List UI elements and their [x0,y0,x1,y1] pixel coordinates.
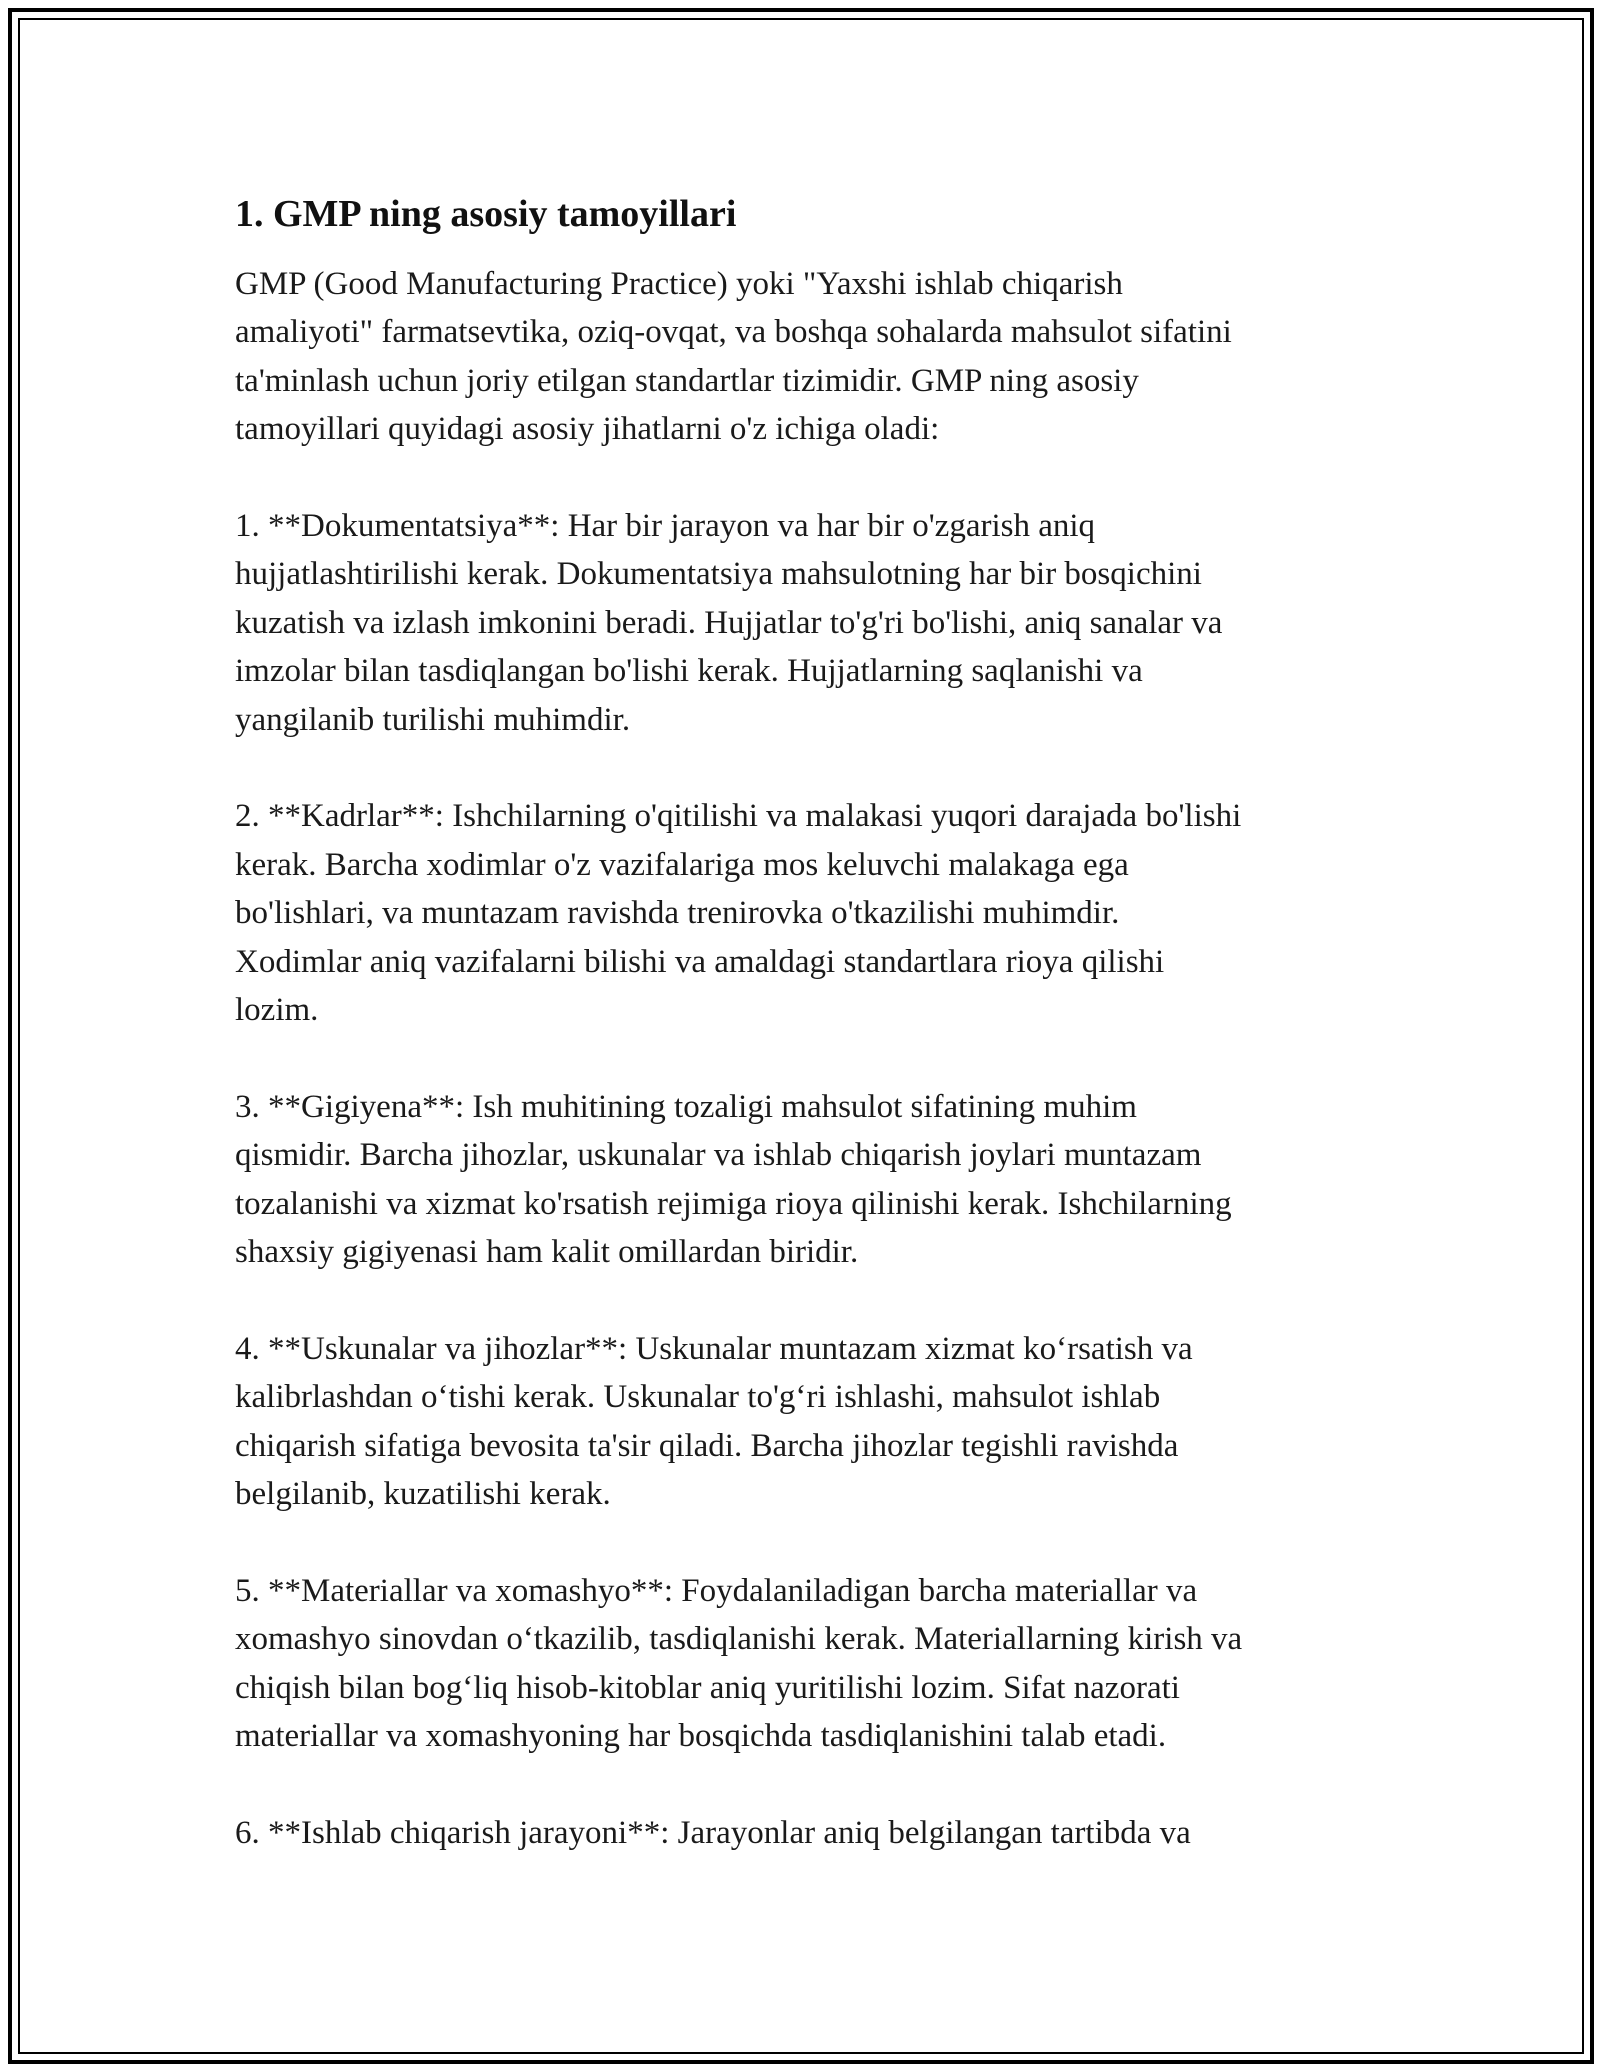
text-line: hujjatlashtirilishi kerak. Dokumentatsiya mahsulotning har bir bosqichini [235,556,1202,593]
paragraph-gigiyena [235,1083,1365,1277]
document-body [235,188,1365,1906]
text-line: amaliyoti" farmatsevtika, oziq-ovqat, va boshqa sohalarda mahsulot sifatini [235,314,1232,351]
text-line: 4. **Uskunalar va jihozlar**: Uskunalar muntazam xizmat ko‘rsatish va [235,1330,1193,1367]
text-line: 5. **Materiallar va xomashyo**: Foydalaniladigan barcha materiallar va [235,1572,1198,1609]
paragraph-dokumentatsiya [235,502,1365,744]
text-line: ta'minlash uchun joriy etilgan standartlar tizimidir. GMP ning asosiy [235,362,1139,399]
text-line: xomashyo sinovdan o‘tkazilib, tasdiqlanishi kerak. Materiallarning kirish va [235,1621,1243,1658]
text-line: kerak. Barcha xodimlar o'z vazifalariga mos keluvchi malakaga ega [235,846,1129,883]
text-line: shaxsiy gigiyenasi ham kalit omillardan biridir. [235,1234,859,1271]
text-line: 6. **Ishlab chiqarish jarayoni**: Jarayonlar aniq belgilangan tartibda va [235,1814,1191,1851]
text-line: 1. **Dokumentatsiya**: Har bir jarayon va har bir o'zgarish aniq [235,508,1096,545]
text-line: chiqish bilan bog‘liq hisob-kitoblar aniq yuritilishi lozim. Sifat nazorati [235,1669,1180,1706]
text-line: kalibrlashdan o‘tishi kerak. Uskunalar to'g‘ri ishlashi, mahsulot ishlab [235,1379,1161,1416]
text-line: tozalanishi va xizmat ko'rsatish rejimiga rioya qilinishi kerak. Ishchilarning [235,1185,1232,1222]
paragraph-materiallar [235,1567,1365,1761]
text-line: 2. **Kadrlar**: Ishchilarning o'qitilishi va malakasi yuqori darajada bo'lishi [235,798,1242,835]
text-line: tamoyillari quyidagi asosiy jihatlarni o'z ichiga oladi: [235,411,940,448]
paragraph-uskunalar [235,1325,1365,1519]
text-line: kuzatish va izlash imkonini beradi. Hujjatlar to'g'ri bo'lishi, aniq sanalar va [235,604,1223,641]
text-line: 3. **Gigiyena**: Ish muhitining tozaligi mahsulot sifatining muhim [235,1088,1137,1125]
text-line: lozim. [235,992,319,1029]
text-line: yangilanib turilishi muhimdir. [235,701,631,738]
text-line: Xodimlar aniq vazifalarni bilishi va amaldagi standartlara rioya qilishi [235,943,1165,980]
text-line: belgilanib, kuzatilishi kerak. [235,1476,611,1513]
document-title: 1. GMP ning asosiy tamoyillari [235,193,737,235]
paragraph-ishlab-chiqarish [235,1809,1365,1857]
text-line: materiallar va xomashyoning har bosqichda tasdiqlanishini talab etadi. [235,1718,1167,1755]
text-line: chiqarish sifatiga bevosita ta'sir qiladi. Barcha jihozlar tegishli ravishda [235,1427,1179,1464]
text-line: bo'lishlari, va muntazam ravishda trenirovka o'tkazilishi muhimdir. [235,895,1120,932]
paragraph-intro [235,260,1365,454]
text-line: qismidir. Barcha jihozlar, uskunalar va ishlab chiqarish joylari muntazam [235,1137,1202,1174]
paragraph-kadrlar [235,792,1365,1034]
text-line: imzolar bilan tasdiqlangan bo'lishi kerak. Hujjatlarning saqlanishi va [235,653,1143,690]
text-line: GMP (Good Manufacturing Practice) yoki "Yaxshi ishlab chiqarish [235,266,1123,302]
